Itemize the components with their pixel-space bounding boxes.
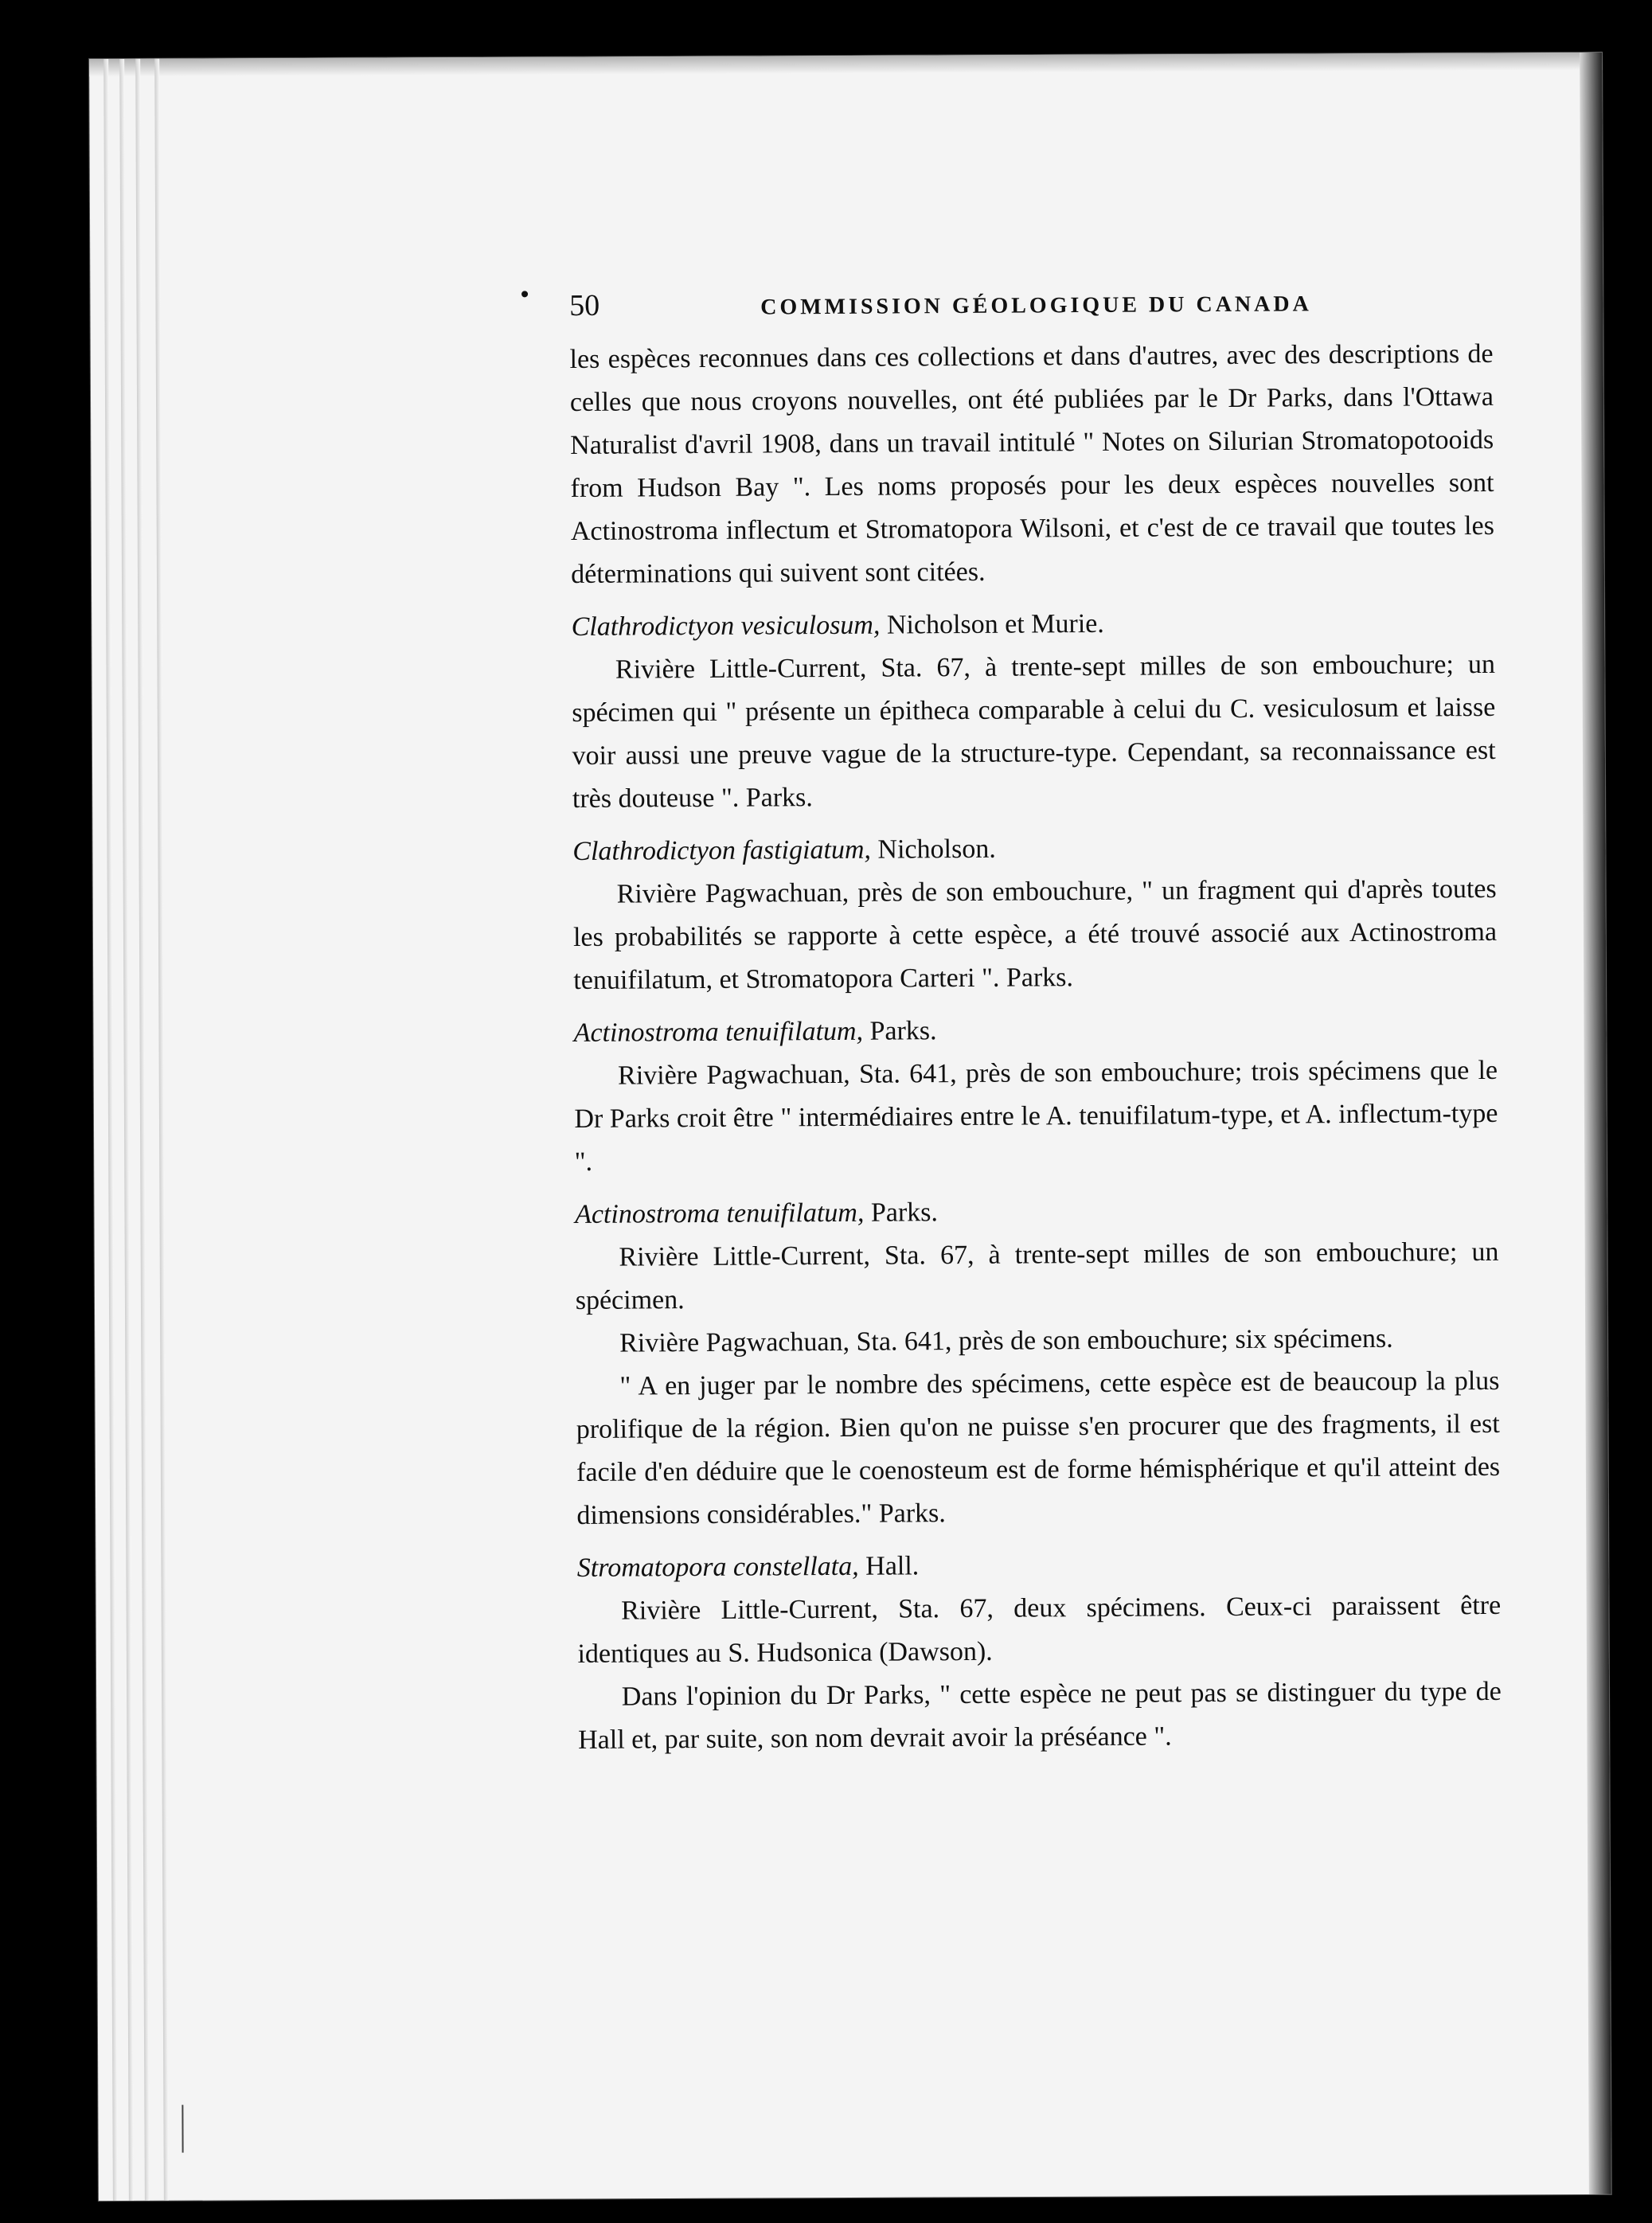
species-heading	[577, 1541, 1501, 1590]
paragraph: Rivière Pagwachuan, Sta. 641, près de son embouchure; trois spécimens que le Dr Parks croit être " intermédiaires entre le A. tenuifilatum-type, et A. inflectum-type ".	[574, 1055, 1498, 1177]
paragraph: Rivière Pagwachuan, près de son embouchure, " un fragment qui d'après toutes les probabilités se rapporte à cette espèce, a été trouvé associé aux Actinostroma tenuifilatum, et Stromatopora Carteri ". Parks.	[572, 873, 1498, 995]
stacked-page-edge	[154, 59, 169, 2201]
stacked-page-edge	[135, 59, 150, 2201]
paragraph: les espèces reconnues dans ces collections et dans d'autres, avec des descriptions de celles que nous croyons nouvelles, ont été publiées par le Dr Parks, dans l'Ottawa Naturalist d'avril 1908, dans un travail intitulé " Notes on Silurian Stromatopotooids from Hudson Bay ". Les noms proposés pour les deux espèces nouvelles sont Actinostroma inflectum et Stromatopora Wilsoni, et c'est de ce travail que toutes les déterminations qui suivent sont citées.	[569, 338, 1494, 589]
running-header-title: COMMISSION GÉOLOGIQUE DU CANADA	[760, 291, 1312, 320]
species-heading	[572, 825, 1496, 873]
species-heading	[571, 600, 1494, 649]
species-heading	[574, 1006, 1498, 1055]
ink-dot	[521, 291, 528, 297]
species-name: Clathrodictyon fastigiatum,	[572, 834, 872, 866]
scan-mark	[182, 2105, 183, 2153]
page-right-shadow	[1580, 53, 1611, 2194]
stacked-page-edge	[119, 59, 134, 2201]
paragraph: Rivière Little-Current, Sta. 67, à trente-sept milles de son embouchure; un spécimen.	[575, 1237, 1499, 1315]
species-author: Parks.	[869, 1016, 937, 1046]
species-name: Clathrodictyon vesiculosum,	[571, 610, 881, 642]
page-number: 50	[569, 288, 600, 322]
species-name: Actinostroma tenuifilatum,	[573, 1016, 864, 1048]
species-heading	[575, 1188, 1498, 1237]
running-header	[569, 279, 1493, 324]
species-name: Stromatopora constellata,	[576, 1551, 859, 1583]
species-author: Parks.	[870, 1197, 939, 1228]
paragraph: Rivière Pagwachuan, Sta. 641, près de son embouchure; six spécimens.	[619, 1323, 1393, 1358]
page-top-shadow	[89, 53, 1602, 76]
stacked-page-edge	[103, 59, 118, 2201]
species-author: Hall.	[865, 1551, 920, 1581]
quote-paragraph: " A en juger par le nombre des spécimens, cette espèce est de beaucoup la plus prolifique de la région. Bien qu'on ne puisse s'en procurer que des fragments, il est facile d'en déduire que le coenosteum est de forme hémisphérique et qu'il atteint des dimensions considérables." Parks.	[576, 1365, 1501, 1530]
species-author: Nicholson.	[877, 834, 996, 865]
paragraph: Dans l'opinion du Dr Parks, " cette espèce ne peut pas se distinguer du type de Hall et, par suite, son nom devrait avoir la préséance ".	[578, 1676, 1502, 1755]
species-author: Nicholson et Murie.	[886, 608, 1104, 640]
species-name: Actinostroma tenuifilatum,	[575, 1197, 865, 1229]
paragraph: Rivière Little-Current, Sta. 67, deux spécimens. Ceux-ci paraissent être identiques au S. Hudsonica (Dawson).	[577, 1590, 1502, 1669]
paragraph: Rivière Little-Current, Sta. 67, à trente-sept milles de son embouchure; un spécimen qui " présente un épitheca comparable à celui du C. vesiculosum et laisse voir aussi une preuve vague de la structure-type. Cependant, sa reconnaissance est très douteuse ". Parks.	[572, 649, 1496, 814]
document-content	[569, 279, 1502, 1762]
